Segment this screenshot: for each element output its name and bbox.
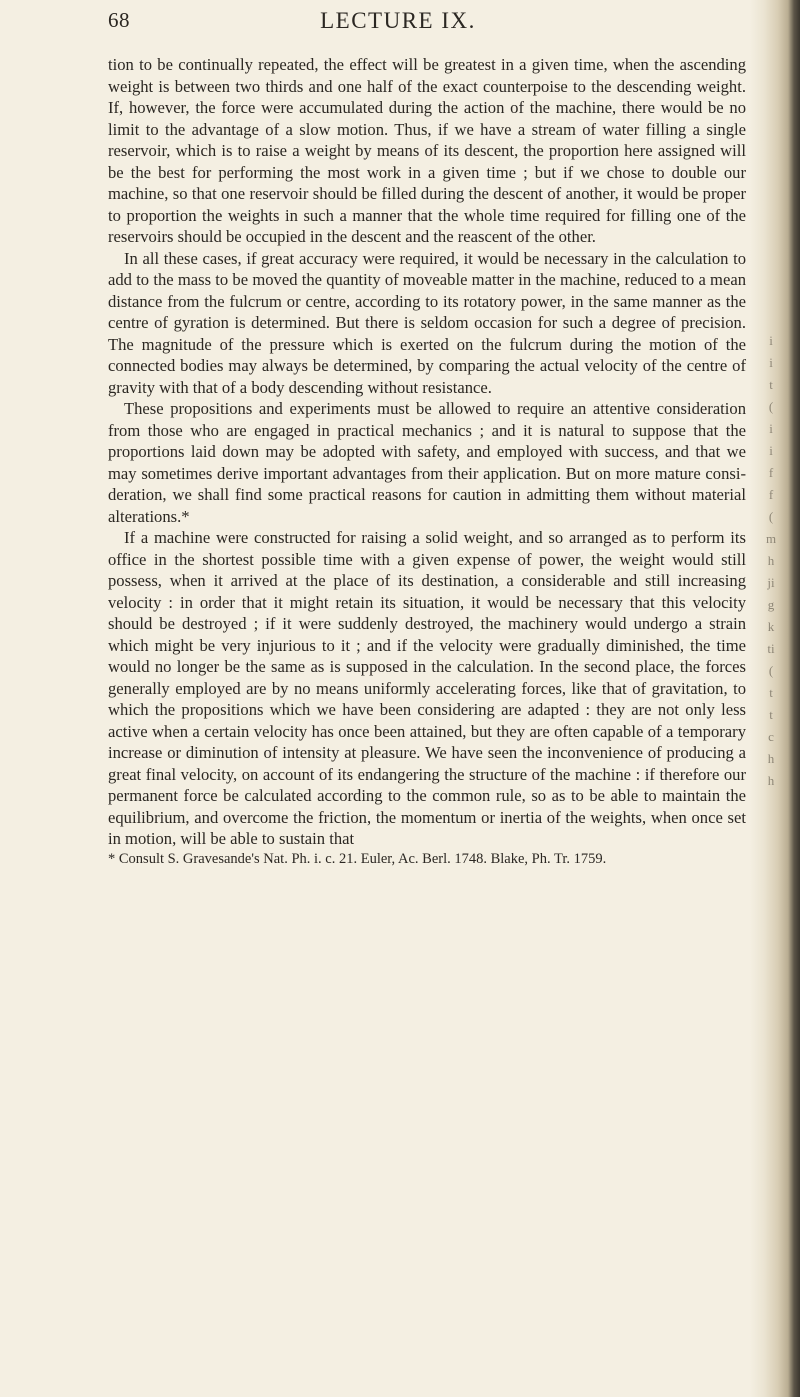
margin-scrap: i [769,421,773,436]
paragraph-3: These propositions and experiments must be allowed to require an attentive consideration from those who are engaged in practical mechanics ; and it is natural to suppose that the proportions laid down may be adopted with safety, and employed with success, and that we may sometimes derive important advantages from their application. But on more mature consideration, we shall find some practical reasons for caution in admitting them without material alterations.* [108,399,746,526]
margin-scrap: i [769,333,773,348]
margin-scrap: i [769,355,773,370]
margin-scrap: h [767,751,775,766]
footnote: * Consult S. Gravesande's Nat. Ph. i. c. 21. Euler, Ac. Berl. 1748. Blake, Ph. Tr. 1759. [108,850,607,867]
margin-scrap: t [769,685,773,700]
page-header [108,8,748,44]
running-title: LECTURE IX. [320,8,476,33]
paragraph-2: In all these cases, if great accuracy were required, it would be necessary in the calculation to add to the mass to be moved the quantity of moveable matter in the machine, reduced to a mean distance from the fulcrum or centre, according to its rotatory power, in the same manner as the centre of gyration is determined. But there is seldom occasion for such a degree of precision. The magnitude of the pressure which is exerted on the fulcrum during the motion of the connected bodies may always be determined, by comparing the actual velocity of the centre of gravity with that of a body descending without resistance. [108,248,746,397]
margin-scrap: ( [768,663,774,678]
margin-scrap: i [769,443,773,458]
margin-scrap: t [769,377,773,392]
margin-scrap: ( [768,399,774,414]
facing-page-scraps [764,330,778,890]
margin-scrap: t [769,707,773,722]
margin-scrap: ( [768,509,774,524]
margin-scrap: f [768,465,774,480]
margin-scrap: ji [767,575,775,590]
margin-scrap: ti [767,641,775,656]
margin-scrap: g [767,597,775,612]
margin-scrap: h [767,553,775,568]
book-binding-edge [750,0,800,1397]
body-text [108,54,746,1254]
paragraph-4: If a machine were constructed for raising a solid weight, and so arranged as to perform its office in the shortest possible time with a given expense of power, the weight would still possess, when it arrived at the place of its destination, a considerable and still increasing velocity : in order that it might retain its situation, it would be necessary that this velocity should be destroyed ; if it were suddenly destroyed, the machinery would undergo a strain which might be very injurious to it ; and if the velocity were gradually diminished, the time would no longer be the same as is supposed in the calculation. In the second place, the forces generally employed are by no means uniformly accelerating forces, like that of gravitation, to which the propositions which we have been considering are adapted : they are not only less active when a certain velocity has once been attained, but they are often capable of a temporary increase or diminution of intensity at pleasure. We have seen the inconvenience of producing a great final velocity, on account of its endangering the structure of the machine : if therefore our permanent force be calculated according to the common rule, so as to be able to maintain the equilibrium, and overcome the friction, the momentum or inertia of the weights, when once set in motion, will be able to sustain that [108,528,746,848]
paragraph-1: tion to be continually repeated, the effect will be greatest in a given time, when the ascending weight is between two thirds and one half of the exact counterpoise to the descending weight. If, however, the force were accumulated during the action of the machine, there would be no limit to the advantage of a slow motion. Thus, if we have a stream of water filling a single reservoir, which is to raise a weight by means of its descent, the proportion here assigned will be the best for performing the most work in a given time ; but if we chose to double our machine, so that one reservoir should be filled during the descent of another, it would be proper to proportion the weights in such a manner that the whole time required for filling one of the reservoirs should be occupied in the descent and the reascent of the other. [108,55,746,246]
page-number: 68 [108,8,130,32]
margin-scrap: m [765,531,777,546]
margin-scrap: c [768,729,774,744]
margin-scrap: h [767,773,775,788]
margin-scrap: k [767,619,775,634]
margin-scrap: f [768,487,774,502]
